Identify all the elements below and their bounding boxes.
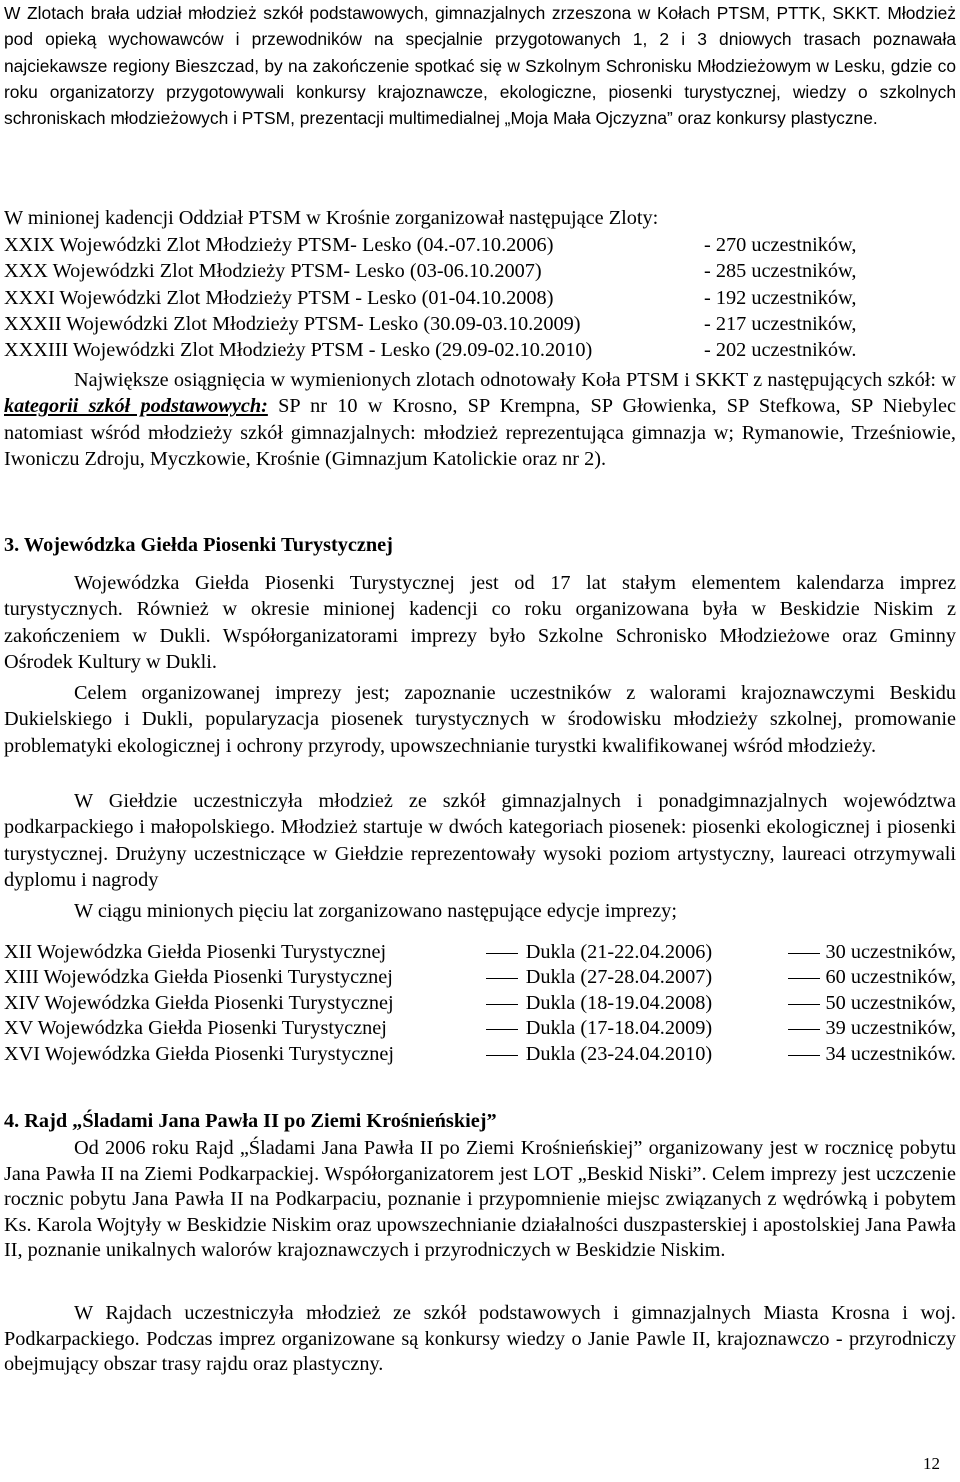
edition-dash [776, 940, 826, 965]
edition-count: 30 uczestników, [825, 941, 956, 963]
edition-count: 60 uczestników, [825, 966, 956, 989]
edition-place: Dukla (17-18.04.2009) [525, 1017, 713, 1040]
zloty-row [4, 285, 956, 311]
edition-count: 34 uczestników. [825, 1042, 956, 1065]
edition-name: XVI Wojewódzka Giełda Piosenki Turystycznej [4, 1042, 395, 1065]
edition-name: XV Wojewódzka Giełda Piosenki Turystycznej [4, 1017, 387, 1040]
edition-row [4, 1042, 956, 1067]
zloty-count: - 270 uczestników, [704, 234, 857, 256]
achievements-emphasis: kategorii szkół podstawowych: [4, 395, 268, 418]
zloty-count: - 192 uczestników, [704, 286, 857, 309]
zloty-name: XXIX Wojewódzki Zlot Młodzieży PTSM- Lesko (04.-07.10.2006) [4, 234, 554, 256]
edition-dash [776, 1042, 826, 1067]
edition-dash [476, 1042, 526, 1067]
achievements-paragraph [4, 367, 956, 472]
edition-dash [476, 991, 526, 1016]
edition-count: 50 uczestników, [825, 991, 956, 1014]
section-4-heading: 4. Rajd „Śladami Jana Pawła II po Ziemi Krośnieńskiej” [4, 1110, 497, 1132]
zloty-list [4, 232, 956, 363]
zloty-name: XXXII Wojewódzki Zlot Młodzieży PTSM- Lesko (30.09-03.10.2009) [4, 312, 581, 335]
zloty-row [4, 337, 956, 363]
edition-row [4, 940, 956, 965]
section-3-paragraph-3: W Giełdzie uczestniczyła młodzież ze szkół gimnazjalnych i ponadgimnazjalnych województwa podkarpackiego i małopolskiego. Młodzież startuje w dwóch kategoriach piosenek: piosenki ekologicznej i piosenki turystycznej. Drużyny uczestniczące w Giełdzie reprezentowały wysoki poziom artystyczny, laureaci otrzymywali dyplomu i nagrody [4, 790, 956, 891]
edition-row [4, 1016, 956, 1041]
edition-dash [476, 940, 526, 965]
section-3-paragraph-1: Wojewódzka Giełda Piosenki Turystycznej jest od 17 lat stałym elementem kalendarza imprez turystycznych. Również w okresie minionej kadencji co roku organizowana była w Beskidzie Niskim z zakończeniem w Dukli. Współorganizatorami imprezy było Szkolne Schronisko Młodzieżowe oraz Gminny Ośrodek Kultury w Dukli. [4, 572, 956, 673]
edition-dash [476, 965, 526, 990]
section-4-paragraph-2: W Rajdach uczestniczyła młodzież ze szkół podstawowych i gimnazjalnych Miasta Krosna i woj. Podkarpackiego. Podczas imprez organizowane są konkursy wiedzy o Janie Pawle II, krajoznawczo - przyrodniczy obejmujący obszar trasy rajdu oraz plastyczny. [4, 1302, 956, 1376]
zloty-count: - 202 uczestników. [704, 339, 857, 362]
edition-count: 39 uczestników, [825, 1017, 956, 1040]
zloty-count: - 285 uczestników, [704, 260, 857, 283]
zloty-name: XXX Wojewódzki Zlot Młodzieży PTSM- Lesko (03-06.10.2007) [4, 260, 542, 283]
edition-name: XII Wojewódzka Giełda Piosenki Turystycznej [4, 941, 387, 963]
zloty-name: XXXI Wojewódzki Zlot Młodzieży PTSM - Lesko (01-04.10.2008) [4, 286, 554, 309]
section-4-paragraph-1: Od 2006 roku Rajd „Śladami Jana Pawła II po Ziemi Krośnieńskiej” organizowany jest w rocznicę pobytu Jana Pawła II na Ziemi Podkarpackiej. Współorganizatorem jest LOT „Beskid Niski”. Celem imprezy jest uczczenie rocznic pobytu Jana Pawła II na Podkarpaciu, poznanie i przypomnienie miejsc związanych z wędrówką i pobytem Ks. Karola Wojtyły w Beskidzie Niskim oraz upowszechnianie działalności duszpasterskiej i apostolskiej Jana Pawła II, poznanie unikalnych walorów krajoznawczych i przyrodniczych w Beskidzie Niskim. [4, 1137, 956, 1262]
achievements-text-1: Największe osiągnięcia w wymienionych zlotach odnotowały Koła PTSM i SKKT z następujących szkół: w [74, 369, 956, 391]
edition-row [4, 991, 956, 1016]
zloty-row [4, 258, 956, 284]
edition-dash [776, 991, 826, 1016]
zloty-intro: W minionej kadencji Oddział PTSM w Krośnie zorganizował następujące Zloty: [4, 207, 659, 229]
zloty-row [4, 232, 956, 258]
edition-name: XIII Wojewódzka Giełda Piosenki Turystycznej [4, 966, 393, 989]
section-3-paragraph-2: Celem organizowanej imprezy jest; zapoznanie uczestników z walorami krajoznawczymi Beskidu Dukielskiego i Dukli, popularyzacja piosenek turystycznych w środowisku młodzieży szkolnej, promowanie problematyki ekologicznej i ochrony przyrody, upowszechnianie turystki kwalifikowanej wśród młodzieży. [4, 682, 956, 757]
edition-place: Dukla (18-19.04.2008) [525, 991, 713, 1014]
edition-place: Dukla (21-22.04.2006) [525, 941, 713, 963]
intro-paragraph: W Zlotach brała udział młodzież szkół podstawowych, gimnazjalnych zrzeszona w Kołach PTSM, PTTK, SKKT. Młodzież pod opieką wychowawców i przewodników na specjalnie przygotowanych 1, 2 i 3 dniowych trasach poznawała najciekawsze regiony Bieszczad, by na zakończenie spotkać się w Szkolnym Schronisku Młodzieżowym w Lesku, gdzie co roku organizatorzy przygotowywali konkursy krajoznawcze, ekologiczne, piosenki turystycznej, wiedzy o szkolnych schroniskach młodzieżowych i PTSM, prezentacji multimedialnej „Moja Mała Ojczyzna” oraz konkursy plastyczne. [4, 3, 956, 129]
edition-name: XIV Wojewódzka Giełda Piosenki Turystycznej [4, 991, 394, 1014]
zloty-row [4, 311, 956, 337]
edition-dash [776, 1016, 826, 1041]
zloty-name: XXXIII Wojewódzki Zlot Młodzieży PTSM - Lesko (29.09-02.10.2010) [4, 339, 593, 362]
zloty-count: - 217 uczestników, [704, 312, 857, 335]
edition-place: Dukla (23-24.04.2010) [525, 1042, 713, 1065]
section-3-heading: 3. Wojewódzka Giełda Piosenki Turystycznej [4, 534, 393, 556]
editions-list [4, 940, 956, 1067]
edition-dash [776, 965, 826, 990]
achievements-text-2: SP nr 10 w Krosno, SP Krempna, SP Głowienka, SP Stefkowa, SP Niebylec natomiast wśród młodzieży szkół gimnazjalnych: młodzież reprezentująca gimnazja w; Rymanowie, Trześniowie, Iwoniczu Zdroju, Myczkowie, Krośnie (Gimnazjum Katolickie oraz nr 2). [4, 395, 956, 470]
edition-place: Dukla (27-28.04.2007) [525, 966, 713, 989]
page-number: 12 [923, 1454, 940, 1473]
section-3-paragraph-4: W ciągu minionych pięciu lat zorganizowano następujące edycje imprezy; [74, 900, 677, 922]
edition-row [4, 965, 956, 990]
edition-dash [476, 1016, 526, 1041]
